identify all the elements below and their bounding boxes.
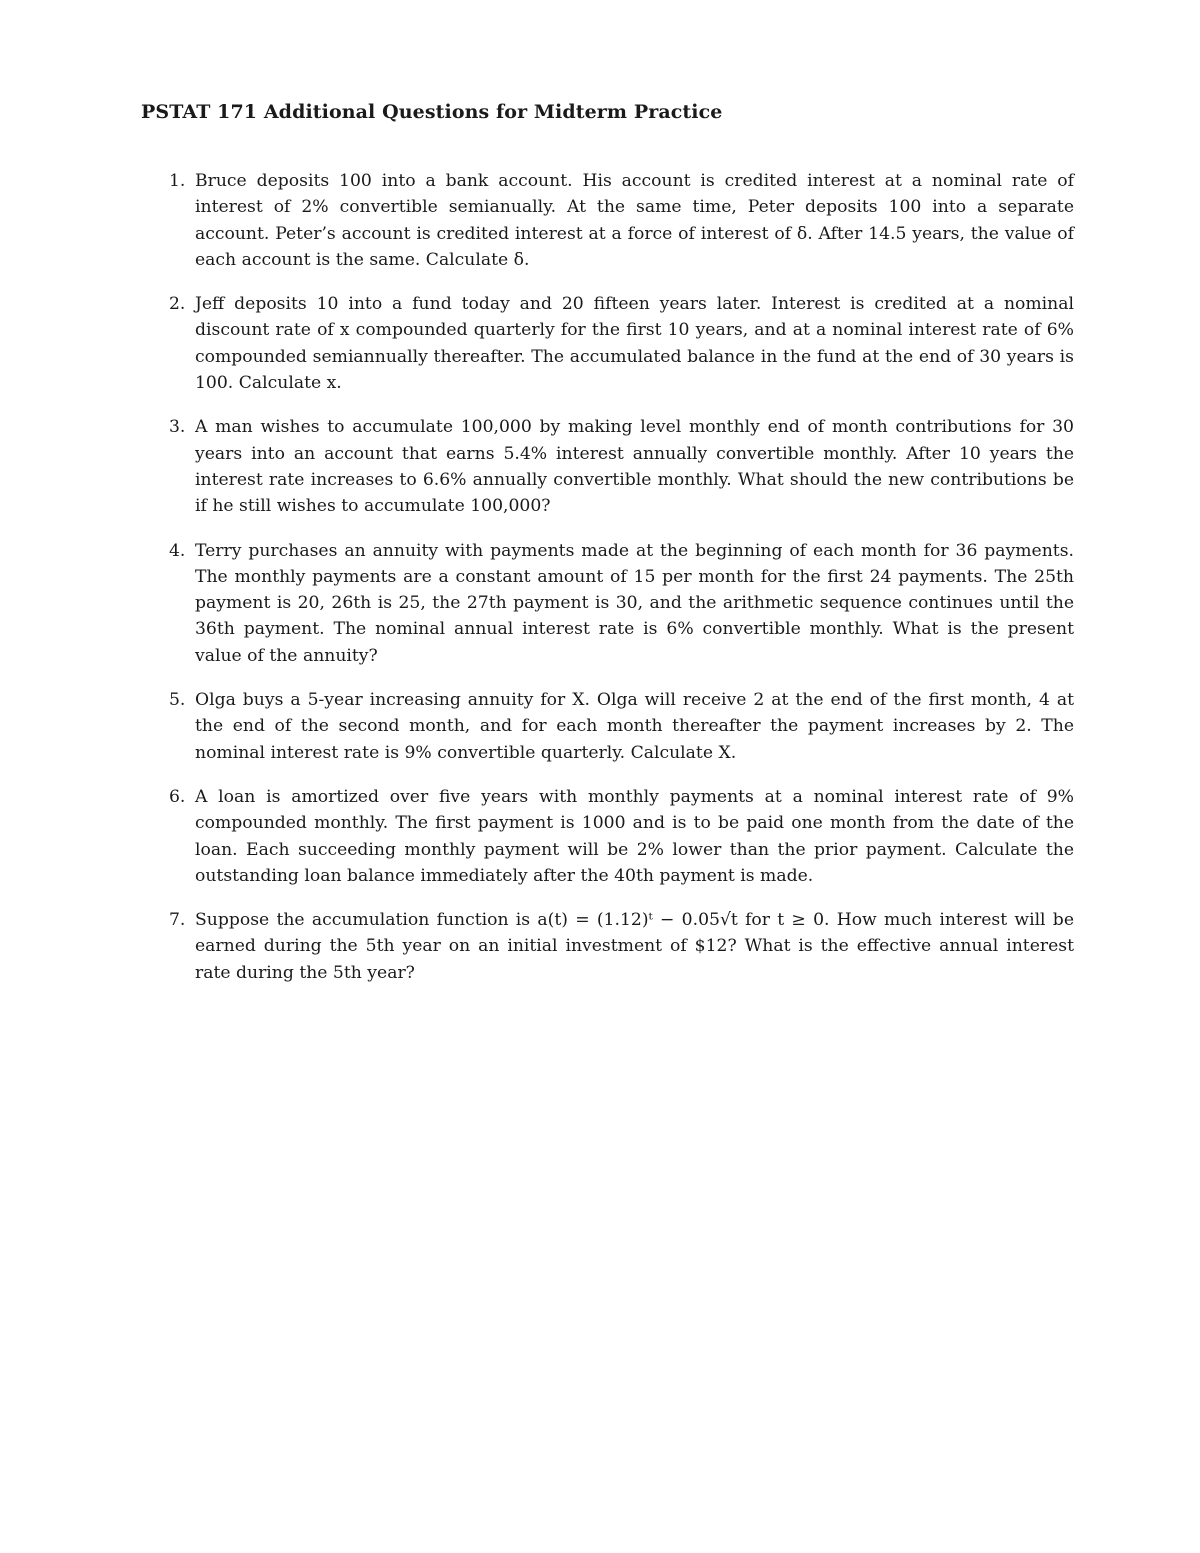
question-item <box>141 687 1074 766</box>
question-number: 1. <box>169 171 186 191</box>
question-number: 7. <box>169 910 186 931</box>
question-item <box>141 538 1074 669</box>
question-number: 4. <box>169 540 186 561</box>
question-item <box>141 907 1074 986</box>
question-number: 2. <box>169 294 186 315</box>
question-number: 5. <box>169 690 186 711</box>
question-item <box>141 784 1074 889</box>
question-item <box>141 414 1074 519</box>
question-list <box>141 168 1074 1004</box>
question-text: Olga buys a 5-year increasing annuity for X. Olga will receive 2 at the end of the first month, 4 at the end of the second month, and for each month thereafter the payment increases by 2. The nominal interest rate is 9% convertible quarterly. Calculate X. <box>195 690 1074 763</box>
question-item <box>141 168 1074 273</box>
question-text: Terry purchases an annuity with payments made at the beginning of each month for 36 payments. The monthly payments are a constant amount of 15 per month for the first 24 payments. The 25th payment is 20, 26th is 25, the 27th payment is 30, and the arithmetic sequence continues until the 36th payment. The nominal annual interest rate is 6% convertible monthly. What is the present value of the annuity? <box>195 540 1074 666</box>
question-text: Jeff deposits 10 into a fund today and 20 fifteen years later. Interest is credited at a nominal discount rate of x compounded quarterly for the first 10 years, and at a nominal interest rate of 6% compounded semiannually thereafter. The accumulated balance in the fund at the end of 30 years is 100. Calculate x. <box>195 294 1074 394</box>
question-text: A loan is amortized over five years with monthly payments at a nominal interest rate of 9% compounded monthly. The first payment is 1000 and is to be paid one month from the date of the loan. Each succeeding monthly payment will be 2% lower than the prior payment. Calculate the outstanding loan balance immediately after the 40th payment is made. <box>195 786 1074 886</box>
question-number: 3. <box>169 417 186 438</box>
question-text: Suppose the accumulation function is a(t) = (1.12)ᵗ − 0.05√t for t ≥ 0. How much interest will be earned during the 5th year on an initial investment of $12? What is the effective annual interest rate during the 5th year? <box>195 910 1074 983</box>
question-item <box>141 291 1074 396</box>
question-text: Bruce deposits 100 into a bank account. His account is credited interest at a nominal rate of interest of 2% convertible semianually. At the same time, Peter deposits 100 into a separate account. Peter’s account is credited interest at a force of interest of δ. After 14.5 years, the value of each account is the same. Calculate δ. <box>195 171 1074 270</box>
question-number: 6. <box>169 786 186 807</box>
question-text: A man wishes to accumulate 100,000 by making level monthly end of month contributions for 30 years into an account that earns 5.4% interest annually convertible monthly. After 10 years the interest rate increases to 6.6% annually convertible monthly. What should the new contributions be if he still wishes to accumulate 100,000? <box>195 417 1074 517</box>
page-title: PSTAT 171 Additional Questions for Midterm Practice <box>141 101 723 123</box>
